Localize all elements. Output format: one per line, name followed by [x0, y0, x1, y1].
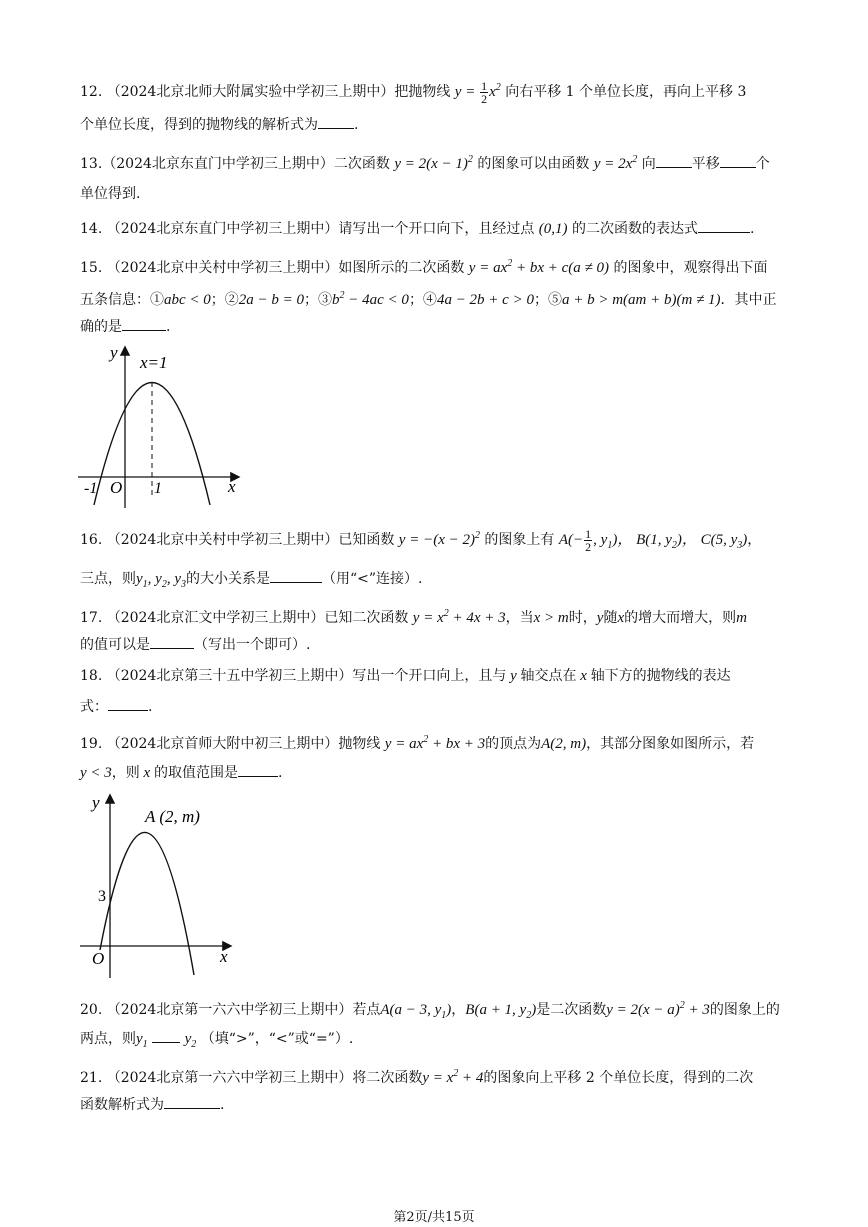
q20-point-b: B(a + 1, $y_2$) — [465, 1002, 537, 1021]
q19-vertex: A(2, m) — [541, 736, 587, 752]
q19-parabola — [100, 832, 194, 975]
q20-text-4: 的图象上的 — [709, 1002, 780, 1018]
q15-item-2: 2a − b = 0 — [238, 292, 305, 308]
q16-text: 16. （2024北京中关村中学初三上期中）已知函数 — [80, 532, 395, 548]
q16-text-2: 的图象上有 — [484, 532, 555, 548]
q20-text: 20. （2024北京第一六六中学初三上期中）若点 — [80, 1002, 381, 1018]
q15-graph — [78, 340, 248, 510]
q19-condition: y < 3 — [80, 765, 112, 781]
q20-text-6: （填“>”，“<”或“=”）. — [200, 1031, 354, 1047]
q15-item-5-marker: ；⑤ — [533, 292, 562, 308]
q18-line1 — [80, 666, 731, 686]
q15-line1 — [80, 254, 767, 278]
q18-period: . — [148, 699, 153, 715]
q19-text-3: ，其部分图象如图所示，若 — [586, 736, 755, 752]
q17-formula: $y = x^2 + 4x + 3$ — [412, 608, 506, 626]
q21-formula: $y = x^2 + 4$ — [422, 1068, 484, 1086]
q15-line3 — [80, 316, 170, 337]
q17-line1 — [80, 604, 747, 628]
q12-line1 — [80, 78, 746, 105]
q17-line2 — [80, 634, 310, 655]
q21-line2 — [80, 1094, 224, 1115]
q20-text-3: 是二次函数 — [536, 1002, 607, 1018]
q17-text-2: ，当 — [505, 610, 534, 626]
q19-period: . — [277, 765, 283, 781]
q13-line1 — [80, 150, 770, 174]
q20-point-a: A(a − 3, $y_1$) — [380, 1002, 452, 1021]
q14-text-2: 的二次函数的表达式 — [572, 221, 698, 237]
q19-x-label: x — [220, 947, 228, 966]
q18-text-3: 轴下方的抛物线的表达 — [590, 668, 731, 684]
q21-period: . — [220, 1097, 225, 1113]
q15-x-label: x — [228, 477, 236, 496]
q15-item-5: a + b > m(am + b)(m ≠ 1) — [561, 292, 721, 308]
q19-formula: $y = ax^2$ + bx + 3 — [384, 734, 486, 752]
q12-text: 12. （2024北京北师大附属实验中学初三上期中）把抛物线 — [80, 84, 451, 100]
q19-x: x — [139, 765, 154, 781]
q16-text-6: （用“<”连接）. — [322, 571, 423, 587]
q19-answer-blank[interactable] — [238, 762, 278, 777]
q15-text: 15. （2024北京中关村中学初三上期中）如图所示的二次函数 — [80, 260, 465, 276]
q15-item-4: 4a − 2b + c > 0 — [436, 292, 534, 308]
q15-neg-tick-label: -1 — [84, 480, 98, 497]
q15-item-4-marker: ；④ — [408, 292, 437, 308]
q16-line1 — [80, 526, 761, 556]
q17-text: 17. （2024北京汇文中学初三上期中）已知二次函数 — [80, 610, 409, 626]
q12-period: . — [354, 117, 359, 133]
q15-item-3: $b^2 - 4ac < 0$ — [332, 290, 409, 308]
q14-point: (0,1) — [538, 221, 568, 237]
q13-line2 — [80, 184, 140, 204]
q17-m: m — [736, 610, 747, 626]
q15-answer-blank[interactable] — [122, 316, 166, 331]
q13-formula-1: $y = 2(x - 1)^2$ — [394, 154, 473, 172]
q20-answer-blank[interactable] — [152, 1028, 180, 1043]
q16-formula: $y = -(x - 2)^2$ — [398, 530, 480, 548]
q20-text-2: ， — [451, 1002, 466, 1018]
q19-text: 19. （2024北京首师大附中初三上期中）抛物线 — [80, 736, 381, 752]
q13-text: 13.（2024北京东直门中学初三上期中）二次函数 — [80, 156, 390, 172]
q14-period: . — [750, 221, 755, 237]
q18-text-2: 轴交点在 — [520, 668, 577, 684]
q15-tick-label: 1 — [154, 480, 162, 497]
q18-line2 — [80, 696, 152, 717]
q15-origin-label: O — [110, 478, 123, 497]
q16-text-3: ， — [747, 532, 762, 548]
q15-axis-label: x=1 — [140, 353, 168, 372]
q19-three-label: 3 — [98, 888, 106, 905]
q13-text-4: 平移 — [691, 156, 720, 172]
q19-text-2: 的顶点为 — [485, 736, 542, 752]
q21-answer-blank[interactable] — [164, 1094, 220, 1109]
q15-item-3-marker: ；③ — [304, 292, 333, 308]
q21-text: 21. （2024北京第一六六中学初三上期中）将二次函数 — [80, 1070, 423, 1086]
q20-line2 — [80, 1028, 353, 1055]
q17-x: x — [617, 610, 625, 626]
q13-text-6: 单位得到. — [80, 186, 141, 202]
q12-formula: y = $\frac{1}{2}$ $x^2$ — [454, 79, 501, 107]
q18-x: x — [576, 668, 591, 684]
q14-text: 14. （2024北京东直门中学初三上期中）请写出一个开口向下，且经过点 — [80, 221, 535, 237]
q21-text-2: 的图象向上平移 2 个单位长度，得到的二次 — [483, 1070, 754, 1086]
q19-text-5: 的取值范围是 — [153, 765, 238, 781]
q17-text-5: 的增大而增大，则 — [624, 610, 737, 626]
q12-text-3: 个单位长度，得到的抛物线的解析式为 — [80, 117, 318, 133]
q12-line2 — [80, 114, 358, 135]
q15-item-1-marker: ① — [150, 292, 164, 308]
q21-text-3: 函数解析式为 — [80, 1097, 164, 1113]
q13-formula-2: $y = 2x^2$ — [593, 154, 638, 172]
q15-item-2-marker: ；② — [210, 292, 239, 308]
q16-vars: $y_1$, $y_2$, $y_3$ — [136, 571, 187, 590]
q15-formula: $y = ax^2$ + bx + c(a ≠ 0) — [468, 258, 610, 276]
q17-answer-blank[interactable] — [150, 634, 194, 649]
q21-line1 — [80, 1064, 753, 1088]
q19-line2 — [80, 762, 282, 783]
q18-text: 18. （2024北京第三十五中学初三上期中）写出一个开口向上，且与 — [80, 668, 507, 684]
q14-line — [80, 218, 754, 239]
q16-text-5: 的大小关系是 — [186, 571, 271, 587]
q17-text-4: 随 — [603, 610, 618, 626]
q18-answer-blank[interactable] — [108, 696, 148, 711]
q17-text-3: 时， — [568, 610, 597, 626]
q12-text-2: 向右平移 1 个单位长度，再向上平移 3 — [505, 84, 747, 100]
q15-period: . — [166, 319, 171, 335]
q17-y: y — [596, 610, 604, 626]
q19-vertex-label: A (2, m) — [145, 807, 200, 826]
q18-y: y — [506, 668, 521, 684]
q16-points: A(− $\frac{1}{2}$ , $y_1$)， B(1, $y_2$)， C(5, $y_3$) — [558, 527, 748, 555]
q18-text-4: 式： — [80, 699, 108, 715]
q16-answer-blank[interactable] — [270, 568, 322, 583]
q20-formula: $y = 2(x - a)^2 + 3$ — [606, 1000, 710, 1018]
q20-line1 — [80, 996, 780, 1026]
q16-text-4: 三点，则 — [80, 571, 136, 587]
q20-y2: $y_2$ — [184, 1031, 197, 1050]
q15-text-3: 五条信息： — [80, 292, 150, 308]
q15-text-2: 的图象中，观察得出下面 — [613, 260, 768, 276]
q15-text-4: ．其中正 — [720, 292, 777, 308]
q17-text-6: 的值可以是 — [80, 637, 150, 653]
q19-graph — [80, 790, 240, 980]
q15-text-5: 确的是 — [80, 319, 122, 335]
q14-answer-blank[interactable] — [698, 218, 750, 233]
q17-text-7: （写出一个即可）. — [194, 637, 311, 653]
q19-origin-label: O — [92, 949, 105, 968]
q13-text-5: 个 — [755, 156, 770, 172]
page-footer: 第2页/共15页 — [393, 1210, 475, 1225]
q13-blank-units[interactable] — [720, 153, 756, 168]
q19-y-label: y — [92, 793, 100, 812]
q17-condition: x > m — [533, 610, 569, 626]
q16-line2 — [80, 568, 423, 595]
q13-text-3: 向 — [641, 156, 656, 172]
q15-line2 — [80, 286, 777, 310]
q20-text-5: 两点，则 — [80, 1031, 136, 1047]
q15-y-label: y — [110, 343, 118, 362]
q13-blank-direction[interactable] — [656, 153, 692, 168]
q12-answer-blank[interactable] — [318, 114, 354, 129]
q13-text-2: 的图象可以由函数 — [477, 156, 590, 172]
q19-line1 — [80, 730, 754, 754]
q20-y1: $y_1$ — [136, 1031, 148, 1050]
q19-text-4: ，则 — [111, 765, 140, 781]
q15-item-1: abc < 0 — [164, 292, 211, 308]
